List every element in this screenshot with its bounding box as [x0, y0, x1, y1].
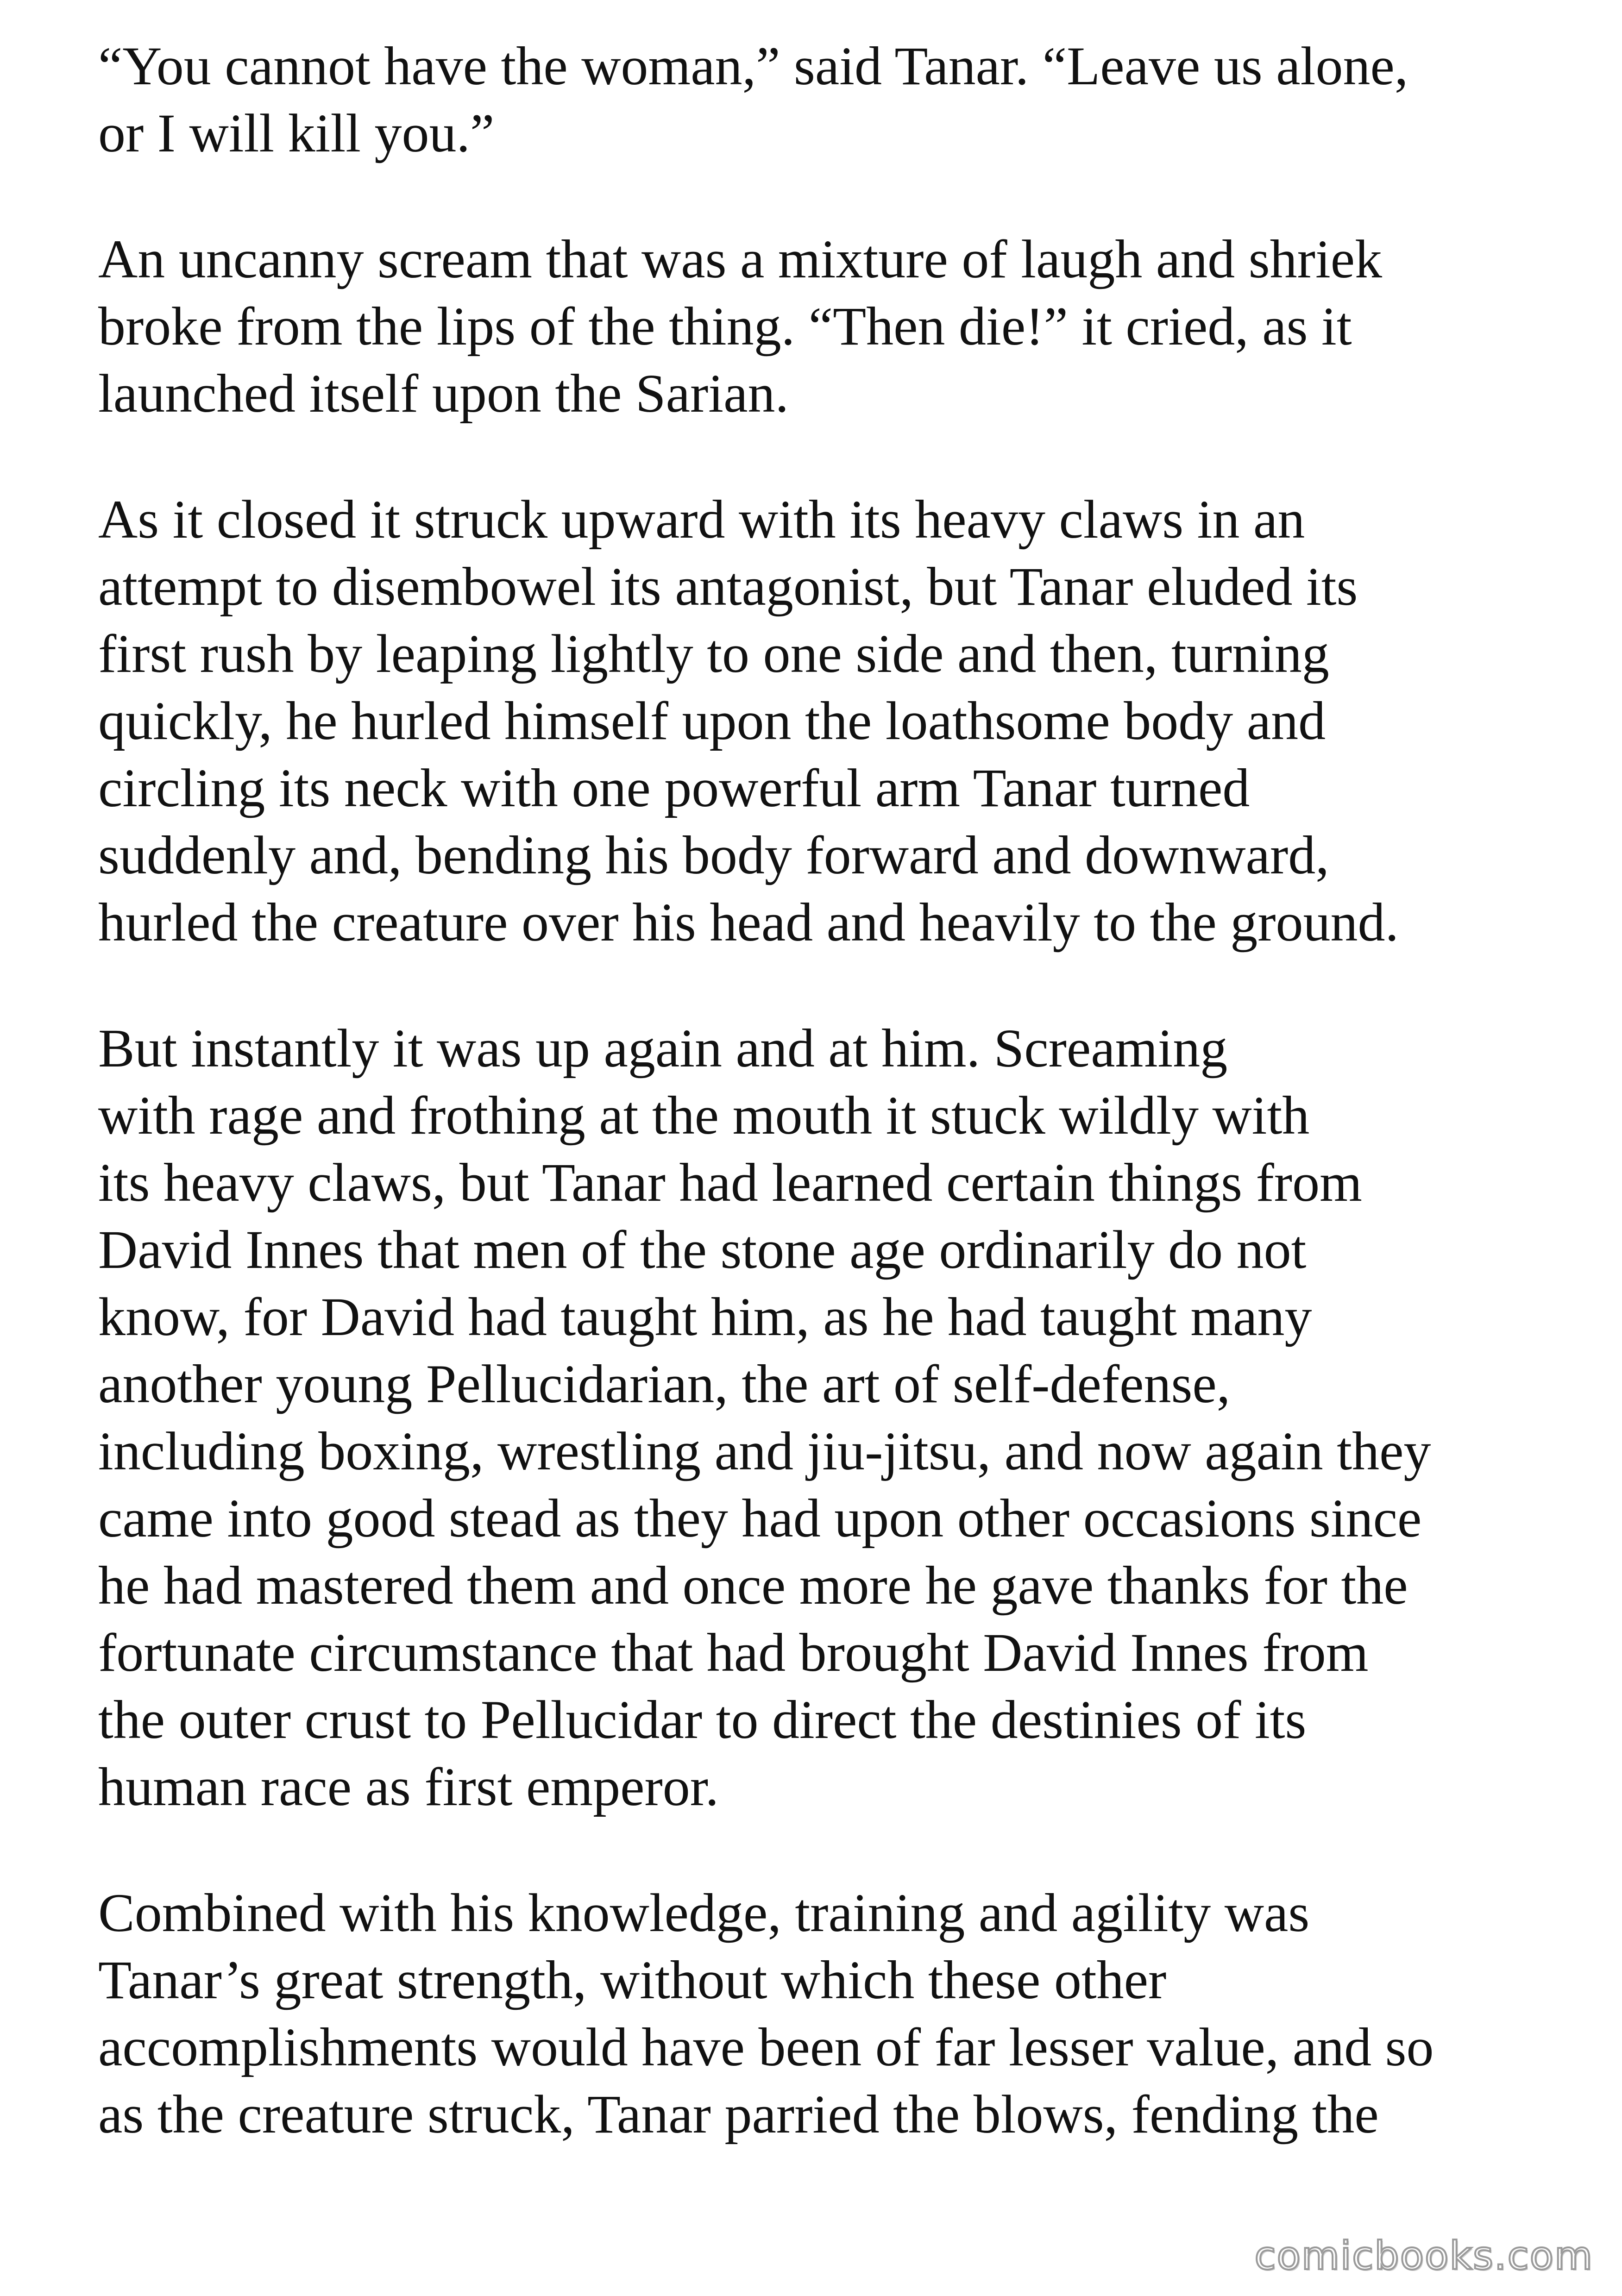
text-line: including boxing, wrestling and jiu-jitsu, and now again they [98, 1421, 1431, 1481]
text-line: Tanar’s great strength, without which these other [98, 1950, 1167, 2010]
text-line: David Innes that men of the stone age ordinarily do not [98, 1219, 1307, 1280]
text-line: its heavy claws, but Tanar had learned certain things from [98, 1152, 1362, 1213]
text-line: human race as first emperor. [98, 1757, 719, 1817]
text-line: came into good stead as they had upon other occasions since [98, 1488, 1422, 1549]
text-line: broke from the lips of the thing. “Then die!” it cried, as it [98, 296, 1352, 357]
text-line: he had mastered them and once more he gave thanks for the [98, 1555, 1408, 1616]
text-line: launched itself upon the Sarian. [98, 363, 789, 424]
text-line: the outer crust to Pellucidar to direct the destinies of its [98, 1689, 1307, 1750]
text-line: accomplishments would have been of far lesser value, and so [98, 2017, 1434, 2077]
paragraph-4 [98, 1015, 1553, 1820]
text-line: An uncanny scream that was a mixture of laugh and shriek [98, 229, 1383, 289]
text-line: hurled the creature over his head and heavily to the ground. [98, 892, 1399, 953]
text-line: first rush by leaping lightly to one side and then, turning [98, 623, 1329, 684]
paragraph-2 [98, 226, 1553, 427]
text-line: quickly, he hurled himself upon the loathsome body and [98, 690, 1326, 751]
text-line: attempt to disembowel its antagonist, but Tanar eluded its [98, 556, 1358, 617]
paragraph-3 [98, 486, 1553, 956]
text-line: “You cannot have the woman,” said Tanar. “Leave us alone, [98, 36, 1408, 96]
text-line: with rage and frothing at the mouth it stuck wildly with [98, 1085, 1310, 1146]
paragraph-5 [98, 1879, 1553, 2148]
text-line: another young Pellucidarian, the art of self-defense, [98, 1354, 1231, 1414]
text-line: suddenly and, bending his body forward and downward, [98, 825, 1329, 885]
text-line: as the creature struck, Tanar parried the blows, fending the [98, 2084, 1379, 2145]
watermark-logo: comicbooks.com [1254, 2233, 1593, 2278]
text-line: circling its neck with one powerful arm Tanar turned [98, 758, 1250, 818]
paragraph-1 [98, 32, 1553, 167]
body-text [98, 32, 1553, 2207]
text-line: As it closed it struck upward with its heavy claws in an [98, 489, 1305, 550]
text-line: fortunate circumstance that had brought David Innes from [98, 1622, 1369, 1683]
text-line: know, for David had taught him, as he had taught many [98, 1286, 1312, 1347]
text-line: or I will kill you.” [98, 103, 495, 163]
text-line: Combined with his knowledge, training and agility was [98, 1882, 1310, 1943]
text-line: But instantly it was up again and at him. Screaming [98, 1018, 1228, 1079]
